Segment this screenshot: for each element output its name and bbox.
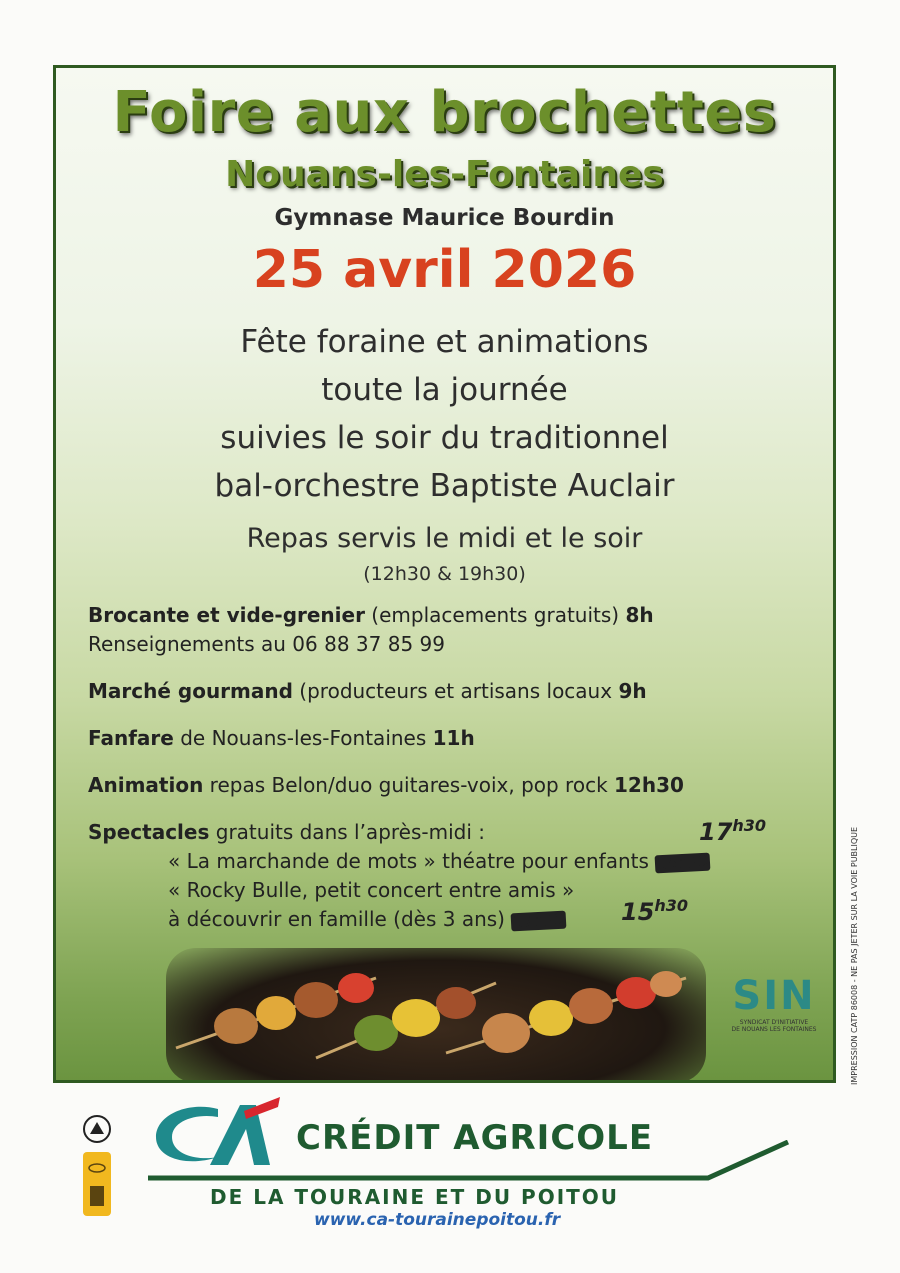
sponsor-underline	[148, 1140, 808, 1184]
spectacle-line-2: « Rocky Bulle, petit concert entre amis »	[168, 878, 575, 902]
meals-text: Repas servis le midi et le soir	[246, 523, 643, 554]
marche-detail: (producteurs et artisans locaux	[292, 679, 619, 703]
brocante-title: Brocante et vide-grenier	[88, 603, 365, 627]
spectacle-line-1: « La marchande de mots » théatre pour enfants	[168, 849, 656, 873]
struck-time-2: 17h30	[512, 909, 565, 932]
recycle-and-print-icons	[80, 1112, 114, 1222]
sponsor-region: DE LA TOURAINE ET DU POITOU	[210, 1185, 620, 1209]
spectacles-title: Spectacles	[88, 820, 210, 844]
poster-town: Nouans-les-Fontaines	[225, 154, 664, 195]
spectacle-line-3: à découvrir en famille (dès 3 ans)	[168, 907, 512, 931]
animation-detail: repas Belon/duo guitares-voix, pop rock	[203, 773, 615, 797]
printer-notice: IMPRESSION CATP 86008 - NE PAS JETER SUR LA VOIE PUBLIQUE	[850, 826, 859, 1085]
handwritten-time-1: $17^{h30}$	[699, 816, 767, 846]
brocante-detail: (emplacements gratuits)	[364, 603, 626, 627]
animation-title: Animation	[88, 773, 204, 797]
headline-line: bal-orchestre Baptiste Auclair	[214, 468, 675, 504]
brocante-time: 8h	[625, 603, 654, 627]
program-brocante	[88, 601, 808, 659]
event-poster	[53, 65, 836, 1083]
brochettes-photo	[166, 948, 706, 1083]
struck-time-1: 15h30	[656, 851, 709, 874]
program-animation	[88, 771, 808, 800]
poster-title: Foire aux brochettes	[112, 80, 777, 145]
handwritten-time-2: $15^{h30}$	[621, 896, 689, 926]
si-logo-letters: SIN	[732, 973, 816, 1019]
sponsor-url[interactable]: www.ca-tourainepoitou.fr	[314, 1210, 561, 1230]
poster-date: 25 avril 2026	[252, 240, 637, 300]
fanfare-title: Fanfare	[88, 726, 174, 750]
headline-line: toute la journée	[321, 372, 568, 408]
headline-line: suivies le soir du traditionnel	[220, 420, 669, 456]
animation-time: 12h30	[614, 773, 684, 797]
si-logo-tagline: DE NOUANS LES FONTAINES	[731, 1026, 817, 1033]
marche-time: 9h	[618, 679, 647, 703]
meal-times: (12h30 & 19h30)	[363, 563, 526, 585]
fanfare-detail: de Nouans-les-Fontaines	[173, 726, 433, 750]
fanfare-time: 11h	[432, 726, 475, 750]
headline-line: Fête foraine et animations	[240, 324, 649, 360]
si-nouans-logo	[724, 973, 824, 1033]
program-marche	[88, 677, 808, 706]
program-fanfare	[88, 724, 808, 753]
si-logo-tagline: SYNDICAT D'INITIATIVE	[739, 1019, 809, 1026]
skewers-illustration	[166, 948, 706, 1083]
poster-headline	[56, 318, 833, 510]
spectacles-detail: gratuits dans l’après-midi :	[209, 820, 485, 844]
sponsor-name: CRÉDIT AGRICOLE	[296, 1118, 654, 1158]
poster-venue: Gymnase Maurice Bourdin	[274, 205, 615, 231]
marche-title: Marché gourmand	[88, 679, 293, 703]
brocante-contact: Renseignements au 06 88 37 85 99	[88, 632, 445, 656]
footer-icons	[80, 1112, 114, 1226]
